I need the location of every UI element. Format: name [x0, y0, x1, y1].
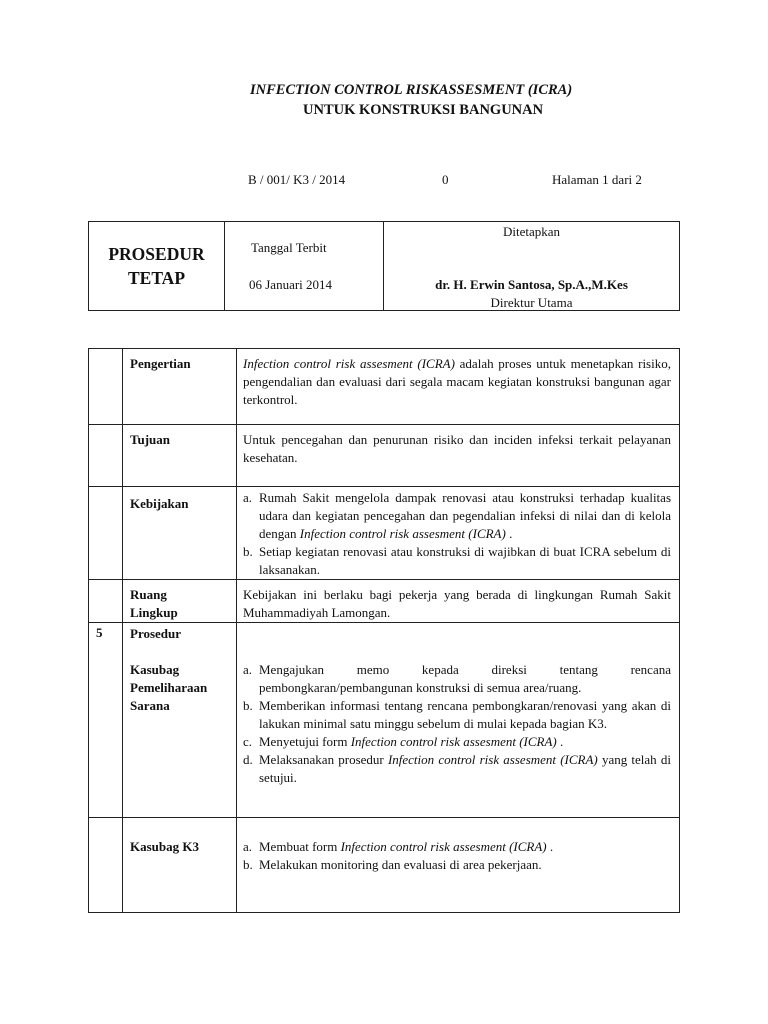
list-marker: a. [243, 839, 253, 854]
row-number-cell [89, 349, 123, 425]
definition-term: Infection control risk assesment (ICRA) [243, 356, 455, 371]
list-item [243, 489, 671, 543]
scope-label-line1: Ruang [130, 587, 167, 602]
document-info-table [88, 221, 680, 311]
table-row [89, 349, 680, 425]
list-item-text: Melaksanakan prosedur [259, 752, 388, 767]
list-item-italic: Infection control risk assesment (ICRA) [299, 526, 506, 541]
list-item-text: Menyetujui form [259, 734, 351, 749]
scope-body: Kebijakan ini berlaku bagi pekerja yang berada di lingkungan Rumah Sakit Muhammadiyah Lamongan. [243, 587, 671, 620]
row-number-cell [89, 580, 123, 623]
list-item-text: Rumah Sakit mengelola dampak renovasi atau konstruksi terhadap kualitas udara dan kegiatan pencegahan dan pegendalian infeksi di nilai dan di kelola dengan [259, 490, 671, 541]
definition-text [237, 349, 680, 425]
purpose-text: Untuk pencegahan dan penurunan risiko dan inciden infeksi terkait pelayanan kesehatan. [237, 425, 680, 487]
approval-label: Ditetapkan [502, 224, 561, 239]
policy-list [243, 489, 671, 579]
list-item-text: Melakukan monitoring dan evaluasi di area pekerjaan. [259, 857, 542, 872]
list-item [243, 543, 671, 579]
k3-label: Kasubag K3 [130, 839, 199, 854]
procedure-type-cell [89, 222, 225, 311]
page-indicator: Halaman 1 dari 2 [552, 172, 642, 187]
k3-procedure-list [243, 838, 671, 874]
maintenance-label-line3: Sarana [130, 698, 170, 713]
list-item-text: Setiap kegiatan renovasi atau konstruksi di wajibkan di buat ICRA sebelum di laksanakan. [259, 544, 671, 577]
procedure-content-table [88, 348, 680, 913]
table-row [89, 487, 680, 580]
section-label [123, 623, 237, 818]
policy-content [237, 487, 680, 580]
section-label: Pengertian [123, 349, 237, 425]
list-item-text: Memberikan informasi tentang rencana pembongkaran/renovasi yang akan di lakukan minimal satu minggu sebelum di mulai kepada bagian K3. [259, 698, 671, 731]
maintenance-procedure-list [243, 661, 671, 787]
list-item-after: . [505, 526, 513, 541]
policy-label: Kebijakan [130, 496, 189, 511]
list-item-after: . [546, 839, 554, 854]
maintenance-label-line2: Pemeliharaan [130, 680, 208, 695]
list-item-text: Membuat form [259, 839, 341, 854]
list-item-italic: Infection control risk assesment (ICRA) [350, 734, 557, 749]
maintenance-label-line1: Kasubag [130, 662, 180, 677]
list-marker: a. [243, 662, 253, 677]
definition-body: adalah proses untuk menetapkan risiko, pengendalian dan evaluasi dari segala macam kegiatan konstruksi bangunan agar terkontrol. [243, 356, 671, 407]
table-row [89, 623, 680, 818]
list-item [243, 697, 671, 733]
issue-date-cell [225, 222, 384, 311]
table-row [89, 580, 680, 623]
document-subtitle: UNTUK KONSTRUKSI BANGUNAN [303, 102, 544, 118]
list-item-italic: Infection control risk assesment (ICRA) [340, 839, 547, 854]
approver-name: dr. H. Erwin Santosa, Sp.A.,M.Kes [435, 277, 628, 292]
list-item-after: yang telah di setujui. [259, 752, 671, 785]
list-item [243, 838, 671, 856]
list-item-text: Mengajukan memo kepada direksi tentang rencana pembongkaran/pembangunan konstruksi di semua area/ruang. [259, 662, 671, 695]
section-label [123, 580, 237, 623]
section-label [123, 487, 237, 580]
list-marker: b. [243, 544, 253, 559]
section-label: Tujuan [123, 425, 237, 487]
list-item-italic: Infection control risk assesment (ICRA) [387, 752, 598, 767]
list-marker: a. [243, 490, 253, 505]
section-label [123, 818, 237, 913]
list-item [243, 733, 671, 751]
list-marker: b. [243, 857, 253, 872]
list-item [243, 661, 671, 697]
revision-number: 0 [442, 172, 449, 187]
issue-date-label: Tanggal Terbit [251, 240, 327, 255]
list-marker: d. [243, 752, 253, 767]
table-row [89, 425, 680, 487]
list-marker: b. [243, 698, 253, 713]
list-marker: c. [243, 734, 253, 749]
procedure-label: Prosedur [130, 626, 182, 641]
document-number: B / 001/ K3 / 2014 [248, 172, 346, 187]
scope-text [237, 580, 680, 623]
row-number-cell [89, 818, 123, 913]
table-row [89, 818, 680, 913]
approval-cell [384, 222, 680, 311]
procedure-type-line1: PROSEDUR [108, 244, 205, 264]
document-title: INFECTION CONTROL RISKASSESMENT (ICRA) [250, 82, 573, 98]
scope-label-line2: Lingkup [130, 605, 178, 620]
approver-role: Direktur Utama [490, 295, 573, 310]
list-item [243, 751, 671, 787]
k3-procedure-content [237, 818, 680, 913]
issue-date-value: 06 Januari 2014 [249, 277, 333, 292]
procedure-type-line2: TETAP [127, 268, 186, 288]
list-item-after: . [556, 734, 564, 749]
list-item [243, 856, 671, 874]
row-number-cell [89, 487, 123, 580]
row-number-cell [89, 425, 123, 487]
row-number-cell: 5 [89, 623, 123, 818]
maintenance-procedure-content [237, 623, 680, 818]
